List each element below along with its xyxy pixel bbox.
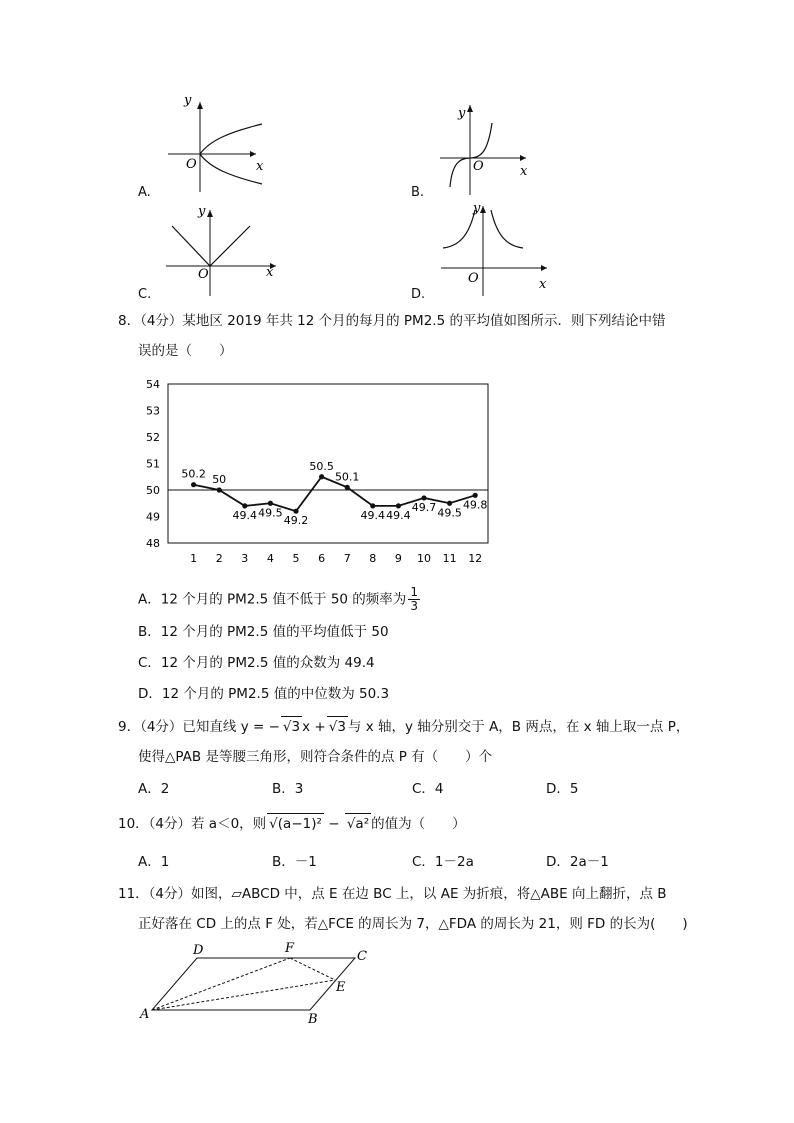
sqrt-three-1: √3: [281, 716, 302, 737]
x-tick-label: 3: [241, 552, 249, 565]
radical-a-minus-1-squared: √(a−1)²: [267, 813, 324, 834]
data-point: [217, 487, 222, 492]
x-tick-label: 5: [292, 552, 300, 565]
graph-d-reciprocal-square-curve: [435, 198, 560, 298]
data-point: [370, 503, 375, 508]
q10-option-d[interactable]: D．2a－1: [546, 854, 609, 870]
data-label: 49.7: [411, 500, 437, 514]
x-axis-label: x: [520, 164, 528, 179]
data-point: [345, 485, 350, 490]
origin-label: O: [473, 159, 484, 174]
x-axis-label: x: [256, 159, 264, 174]
y-tick-label: 54: [146, 378, 160, 391]
q9-text-pre: 9．（4分）已知直线 y = −: [118, 719, 280, 735]
data-point: [447, 501, 452, 506]
q9-text-mid: x +: [302, 719, 326, 735]
option-c-label: C.: [138, 287, 152, 302]
option-a-label: A.: [138, 185, 151, 200]
data-label: 49.4: [232, 508, 258, 522]
q10-stem: [118, 813, 466, 834]
vertex-d-label: D: [193, 943, 204, 958]
x-axis-label: x: [539, 277, 547, 292]
q10-option-b[interactable]: B．－1: [272, 854, 317, 870]
graph-c-abs-curve: [160, 200, 290, 300]
pm25-line-chart: [130, 375, 500, 570]
y-axis-label: y: [184, 93, 192, 108]
x-tick-label: 12: [468, 552, 483, 565]
fraction-numerator: 1: [410, 585, 418, 599]
data-label: 50.1: [334, 470, 360, 484]
graph-b-cubic-curve: [430, 95, 550, 205]
q10-option-a[interactable]: A．1: [138, 854, 170, 870]
y-tick-label: 49: [146, 510, 160, 524]
point-e-label: E: [336, 980, 346, 995]
data-label: 49.2: [283, 514, 309, 528]
x-tick-label: 4: [266, 552, 274, 565]
fraction-denominator: 3: [410, 599, 418, 613]
q9-option-c[interactable]: C．4: [412, 781, 444, 797]
data-label: 50.5: [309, 459, 334, 473]
point-f-label: F: [285, 941, 295, 956]
q10-text-post: 的值为（ ）: [371, 816, 466, 832]
x-tick-label: 11: [442, 552, 457, 565]
y-tick-label: 51: [146, 457, 160, 471]
q8-option-d[interactable]: D．12 个月的 PM2.5 值的中位数为 50.3: [138, 686, 390, 702]
origin-label: O: [468, 271, 479, 286]
q8-option-b[interactable]: B．12 个月的 PM2.5 值的平均值低于 50: [138, 624, 389, 640]
data-label: 49.8: [462, 498, 488, 512]
x-tick-label: 9: [394, 552, 402, 565]
vertex-b-label: B: [308, 1012, 318, 1027]
data-label: 50: [212, 473, 227, 486]
data-point: [319, 474, 324, 479]
y-tick-label: 52: [146, 431, 160, 444]
data-point: [191, 482, 196, 487]
data-point: [473, 493, 478, 498]
q9-option-a[interactable]: A．2: [138, 781, 170, 797]
data-label: 49.4: [386, 508, 411, 522]
q8-stem-line1: 8．（4分）某地区 2019 年共 12 个月的每月的 PM2.5 的平均值如图所示．则下列结论中错: [118, 313, 666, 329]
q10-minus: −: [323, 816, 344, 832]
x-tick-label: 1: [190, 552, 198, 565]
data-point: [268, 501, 273, 506]
data-label: 49.5: [437, 506, 462, 520]
parallelogram-figure: [135, 938, 385, 1030]
vertex-a-label: A: [140, 1007, 150, 1022]
x-tick-label: 7: [343, 552, 351, 565]
y-axis-label: y: [473, 201, 481, 216]
q7-option-c[interactable]: [160, 200, 290, 300]
data-point: [421, 495, 426, 500]
option-b-label: B.: [411, 185, 425, 200]
q10-text-pre: 10．（4分）若 a＜0，则: [118, 816, 267, 832]
option-d-label: D.: [411, 287, 426, 302]
q8-option-a-text: A．12 个月的 PM2.5 值不低于 50 的频率为: [138, 591, 407, 608]
x-tick-label: 10: [417, 552, 431, 565]
origin-label: O: [198, 267, 209, 282]
q9-option-b[interactable]: B．3: [272, 781, 304, 797]
vertex-c-label: C: [357, 949, 367, 964]
data-label: 49.4: [360, 508, 386, 522]
q9-stem-line2: 使得△PAB 是等腰三角形，则符合条件的点 P 有（ ）个: [138, 749, 493, 765]
q10-option-c[interactable]: C．1－2a: [412, 854, 474, 870]
y-axis-label: y: [198, 204, 206, 219]
y-axis-label: y: [458, 106, 466, 121]
data-point: [396, 503, 401, 508]
q8-option-c[interactable]: C．12 个月的 PM2.5 值的众数为 49.4: [138, 655, 375, 671]
sqrt-three-2: √3: [327, 716, 348, 737]
q9-stem-line1: [118, 716, 689, 737]
q11-stem-line1: 11．（4分）如图，▱ABCD 中，点 E 在边 BC 上，以 AE 为折痕，将△ABE 向上翻折，点 B: [118, 886, 667, 902]
x-tick-label: 2: [215, 552, 223, 565]
y-tick-label: 50: [146, 484, 160, 497]
x-tick-label: 8: [369, 552, 377, 565]
data-point: [242, 503, 247, 508]
x-axis-label: x: [266, 265, 274, 280]
y-tick-label: 53: [146, 404, 160, 418]
q9-option-d[interactable]: D．5: [546, 781, 579, 797]
data-label: 49.5: [258, 506, 283, 520]
radical-a-squared: √a²: [345, 813, 371, 834]
q9-text-post: 与 x 轴，y 轴分别交于 A，B 两点，在 x 轴上取一点 P，: [347, 719, 690, 735]
fraction-one-third: [408, 586, 420, 613]
origin-label: O: [186, 157, 197, 172]
data-point: [293, 509, 298, 514]
q8-stem-line2: 误的是（ ）: [138, 343, 233, 359]
data-label: 50.2: [181, 467, 206, 481]
x-tick-label: 6: [318, 552, 326, 565]
y-tick-label: 48: [146, 537, 160, 550]
q7-option-b[interactable]: [430, 95, 550, 205]
q11-stem-line2: 正好落在 CD 上的点 F 处，若△FCE 的周长为 7，△FDA 的周长为 21，则 FD 的长为( ): [138, 916, 688, 932]
q8-option-a[interactable]: [138, 586, 420, 613]
q7-option-d[interactable]: [435, 198, 560, 298]
